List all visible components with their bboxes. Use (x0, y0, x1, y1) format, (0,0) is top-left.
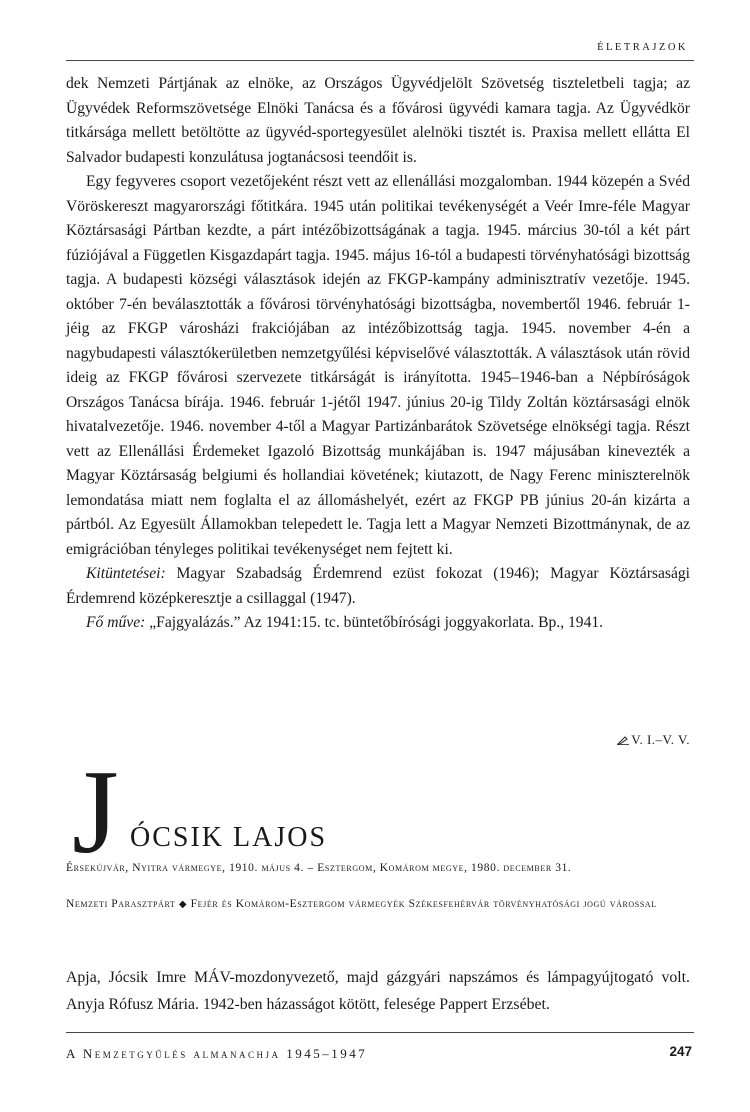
author-signature (617, 732, 690, 748)
running-header: ÉLETRAJZOK (597, 42, 688, 53)
awards-paragraph (66, 562, 690, 611)
party-constituency-line (66, 892, 692, 917)
pen-icon (617, 735, 629, 745)
works-label: Fő műve: (86, 614, 146, 631)
drop-cap-initial: J (72, 745, 119, 878)
header-rule (66, 60, 694, 61)
footer-title: A Nemzetgyűlés almanachja 1945–1947 (66, 1046, 368, 1061)
paragraph: Egy fegyveres csoport vezetőjeként részt vett az ellenállási mozgalomban. 1944 közepén a Svéd Vöröskereszt magyarországi főtitkára. 1945 után politikai tevékenységét a Veér Imre-féle Magyar Köztársasági Pártban kezdte, a párt intézőbizottságának a tagja. 1945. március 30-tól a két párt fúziójával a Független Kisgazdapárt tagja. 1945. május 16-tól a budapesti törvényhatósági bizottság tagja. A budapesti községi választások idején az FKGP-kampány adminisztratív vezetője. 1945. október 7-én beválasztották a fővárosi törvényhatósági bizottságba, novembertől 1946. február 1-jéig az FKGP városházi frakciójában az intézőbizottság tagja. 1945. november 4-én a nagybudapesti választókerületben nemzetgyűlési képviselővé választották. A választások után rövid ideig az FKGP fővárosi szervezete titkárságát is irányította. 1945–1946-ban a Népbíróságok Országos Tanácsa bírája. 1946. február 1-jétől 1947. június 20-ig Tildy Zoltán köztársasági elnök hivatalvezetője. 1946. november 4-től a Magyar Partizánbarátok Szövetsége elnökségi tagja. Részt vett az Ellenállási Érdemeket Igazoló Bizottság munkájában is. 1947 májusában kinevezték a Magyar Köztársaság belgiumi és hollandiai követének; kiutazott, de Nagy Ferenc miniszterelnök lemondatása miatt nem foglalta el az állomáshelyét, ezért az FKGP PB június 20-án kizárta a pártból. Az Egyesült Államokban telepedett le. Tagja lett a Magyar Nemzeti Bizottmánynak, de az emigrációban tényleges politikai tevékenységet nem fejtett ki. (66, 173, 690, 558)
works-paragraph (66, 611, 690, 636)
footer-rule (66, 1032, 694, 1033)
paragraph: dek Nemzeti Pártjának az elnöke, az Országos Ügyvédjelölt Szövetség tiszteletbeli tagja; az Ügyvédek Reformszövetsége Elnöki Tanácsa és a fővárosi ügyvédi kamara tagja. Az Ügyvédkör titkársága mellett betöltötte az ügyvéd-sportegyesület alelnöki tisztét is. Praxisa mellett ellátta El Salvador budapesti konzulátusa jogtanácsosi teendőit is. (66, 75, 690, 166)
constituency: Fejér és Komárom-Esztergom vármegyék Székesfehérvár törvényhatósági jogú várossal (190, 898, 657, 910)
diamond-icon: ◆ (178, 899, 188, 910)
page-number: 247 (669, 1044, 692, 1059)
party-name: Nemzeti Parasztpárt (66, 898, 176, 910)
biography-text (66, 964, 690, 1018)
author-initials: V. I.–V. V. (631, 732, 690, 747)
paragraph: Apja, Jócsik Imre MÁV-mozdonyvezető, majd gázgyári napszámos és lámpagyújtogató volt. Anyja Rófusz Mária. 1942-ben házasságot kötött, felesége Pappert Erzsébet. (66, 969, 690, 1013)
birth-death-line: Érsekújvár, Nyitra vármegye, 1910. május 4. – Esztergom, Komárom megye, 1980. december 31. (66, 862, 572, 874)
awards-text: Magyar Szabadság Érdemrend ezüst fokozat (1946); Magyar Köztársasági Érdemrend középkeresztje a csillaggal (1947). (66, 565, 690, 607)
works-text: „Fajgyalázás.” Az 1941:15. tc. büntetőbírósági joggyakorlata. Bp., 1941. (145, 614, 604, 631)
entry-name: ÓCSIK LAJOS (130, 822, 328, 853)
awards-label: Kitüntetései: (86, 565, 166, 582)
previous-entry-text (66, 72, 690, 636)
